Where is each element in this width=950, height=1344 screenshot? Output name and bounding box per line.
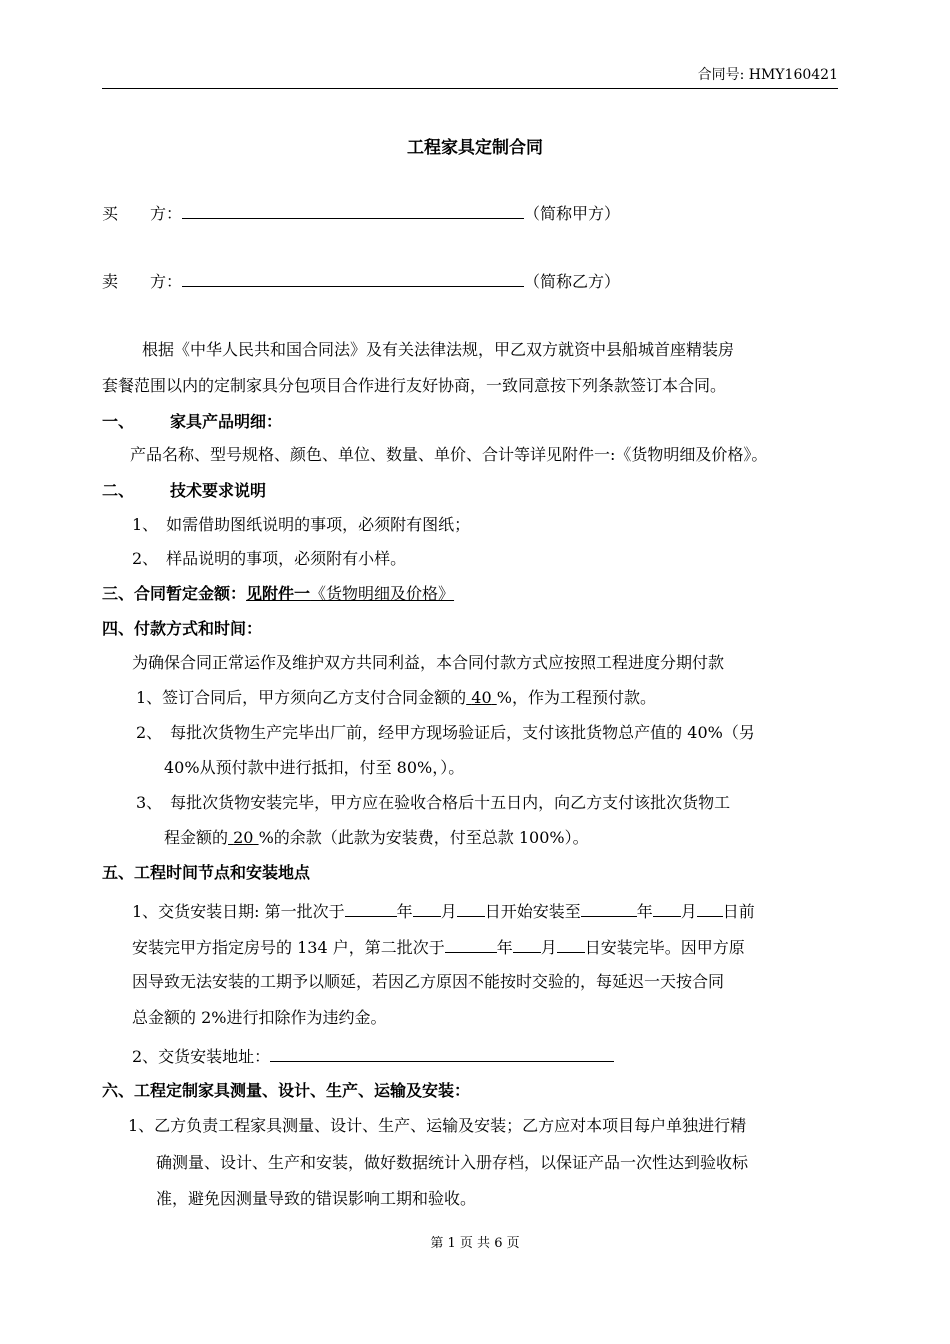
blank — [345, 900, 397, 917]
seller-blank — [182, 270, 524, 287]
intro-line-1: 根据《中华人民共和国合同法》及有关法律法规，甲乙双方就资中县船城首座精装房 — [142, 340, 735, 359]
blank — [413, 900, 441, 917]
section-6-line-3: 准，避免因测量导致的错误影响工期和验收。 — [156, 1189, 477, 1208]
month-label: 月 — [680, 902, 697, 921]
seller-suffix: （简称乙方） — [524, 272, 621, 291]
section-4-item-1 — [136, 688, 656, 708]
section-5-line-4: 总金额的 2%进行扣除作为违约金。 — [132, 1008, 387, 1027]
year-label: 年 — [636, 902, 653, 921]
section-5-heading: 五、工程时间节点和安装地点 — [102, 863, 311, 882]
document-title: 工程家具定制合同 — [407, 138, 543, 158]
section-3-value-bold: 见附件一 — [246, 584, 311, 603]
section-4-intro: 为确保合同正常运作及维护双方共同利益，本合同付款方式应按照工程进度分期付款 — [132, 653, 725, 672]
blank — [653, 900, 681, 917]
intro-line-2: 套餐范围以内的定制家具分包项目合作进行友好协商，一致同意按下列条款签订本合同。 — [102, 376, 727, 395]
item-1-percent-value: 40 — [471, 688, 492, 707]
month-label: 月 — [440, 902, 457, 921]
section-1-heading: 家具产品明细： — [170, 412, 283, 431]
blank — [513, 936, 541, 953]
address-label: 2、交货安装地址： — [132, 1047, 271, 1066]
section-1-body: 产品名称、型号规格、颜色、单位、数量、单价、合计等详见附件一:《货物明细及价格》。 — [130, 445, 768, 464]
buyer-label: 买 方： — [102, 204, 183, 223]
section-3-line — [102, 584, 454, 604]
batch-2-text-b: 日安装完毕。因甲方原 — [584, 938, 745, 957]
section-6-heading: 六、工程定制家具测量、设计、生产、运输及安装： — [102, 1081, 471, 1100]
buyer-line — [102, 202, 620, 224]
item-1-percent — [466, 688, 497, 707]
seller-line — [102, 270, 620, 292]
year-label: 年 — [396, 902, 413, 921]
section-2-number: 二、 — [102, 481, 135, 500]
section-5-address — [132, 1045, 614, 1067]
blank — [697, 900, 723, 917]
page-number: 第 1 页 共 6 页 — [430, 1236, 520, 1251]
section-5-line-2 — [132, 936, 745, 958]
delivery-date-text-b: 日开始安装至 — [484, 902, 581, 921]
section-3-value-rest: 《货物明细及价格》 — [310, 584, 455, 603]
month-label: 月 — [540, 938, 557, 957]
item-3-text-a: 程金额的 — [164, 828, 229, 847]
batch-2-text-a: 安装完甲方指定房号的 134 户，第二批次于 — [132, 938, 445, 957]
item-3-percent — [228, 828, 259, 847]
item-1-text-a: 1、签订合同后，甲方须向乙方支付合同金额的 — [136, 688, 467, 707]
section-1-number: 一、 — [102, 412, 135, 431]
delivery-date-text-c: 日前 — [722, 902, 755, 921]
item-1-text-b: %，作为工程预付款。 — [496, 688, 656, 707]
section-4-item-3a: 3、 每批次货物安装完毕，甲方应在验收合格后十五日内，向乙方支付该批次货物工 — [136, 793, 731, 812]
contract-number: 合同号: HMY160421 — [697, 67, 838, 83]
delivery-date-text-a: 1、交货安装日期: 第一批次于 — [132, 902, 345, 921]
blank — [581, 900, 637, 917]
section-6-line-2: 确测量、设计、生产和安装，做好数据统计入册存档，以保证产品一次性达到验收标 — [156, 1153, 749, 1172]
seller-label: 卖 方： — [102, 272, 183, 291]
address-blank — [270, 1045, 614, 1062]
item-3-percent-value: 20 — [233, 828, 254, 847]
buyer-suffix: （简称甲方） — [524, 204, 621, 223]
year-label: 年 — [496, 938, 513, 957]
blank — [557, 936, 585, 953]
section-6-line-1: 1、乙方负责工程家具测量、设计、生产、运输及安装；乙方应对本项目每户单独进行精 — [128, 1116, 747, 1135]
buyer-blank — [182, 202, 524, 219]
header-rule — [102, 88, 838, 89]
section-4-heading: 四、付款方式和时间： — [102, 619, 263, 638]
section-2-heading: 技术要求说明 — [170, 481, 267, 500]
item-3-text-b: %的余款（此款为安装费，付至总款 100%）。 — [258, 828, 589, 847]
section-2-item-1: 1、 如需借助图纸说明的事项，必须附有图纸； — [132, 515, 471, 534]
section-5-line-3: 因导致无法安装的工期予以顺延，若因乙方原因不能按时交验的，每延迟一天按合同 — [132, 972, 725, 991]
section-2-item-2: 2、 样品说明的事项，必须附有小样。 — [132, 549, 407, 568]
section-4-item-2a: 2、 每批次货物生产完毕出厂前，经甲方现场验证后，支付该批货物总产值的 40%（另 — [136, 723, 755, 742]
blank — [445, 936, 497, 953]
blank — [457, 900, 485, 917]
section-4-item-2b: 40%从预付款中进行抵扣，付至 80%，）。 — [164, 758, 465, 777]
section-5-line-1 — [132, 900, 755, 922]
section-4-item-3b — [164, 828, 589, 848]
section-3-heading: 三、合同暂定金额： — [102, 584, 247, 603]
